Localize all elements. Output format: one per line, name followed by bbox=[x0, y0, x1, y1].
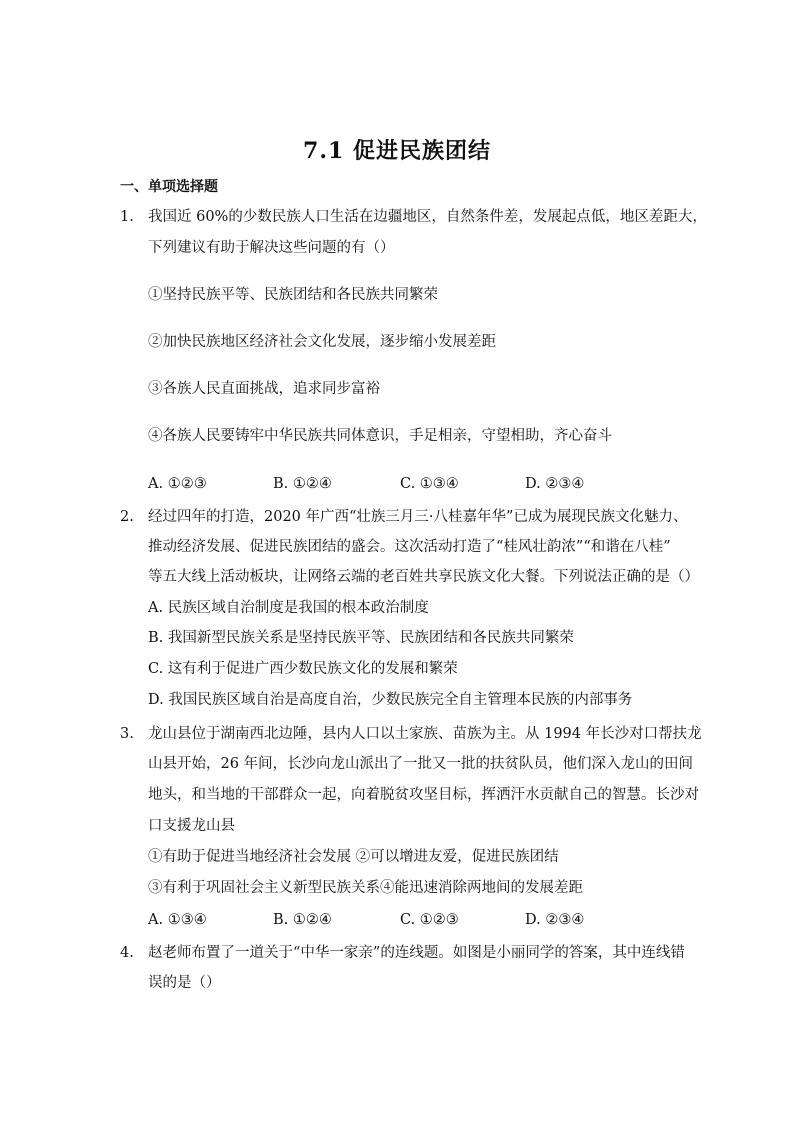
question-1-statement-1: ①坚持民族平等、民族团结和各民族共同繁荣 bbox=[148, 287, 438, 303]
question-2-line-1: 经过四年的打造，2020 年广西“壮族三月三·八桂嘉年华”已成为展现民族文化魅力、 bbox=[148, 509, 688, 525]
question-4-number: 4. bbox=[120, 945, 134, 961]
question-4-line-2: 误的是（） bbox=[148, 975, 221, 991]
question-2-line-2: 推动经济发展、促进民族团结的盛会。这次活动打造了“桂风壮韵浓”“和谐在八桂” bbox=[148, 539, 671, 555]
question-1-statement-2: ②加快民族地区经济社会文化发展，逐步缩小发展差距 bbox=[148, 334, 496, 350]
question-3-option-b[interactable]: B. ①②④ bbox=[273, 912, 332, 928]
question-2-option-d[interactable]: D. 我国民族区域自治是高度自治，少数民族完全自主管理本民族的内部事务 bbox=[148, 692, 633, 708]
question-3-line-1: 龙山县位于湖南西北边陲，县内人口以土家族、苗族为主。从 1994 年长沙对口帮扶龙 bbox=[148, 726, 702, 742]
question-3-number: 3. bbox=[120, 726, 134, 742]
question-1-line-1: 我国近 60%的少数民族人口生活在边疆地区，自然条件差，发展起点低，地区差距大， bbox=[148, 209, 707, 225]
question-1-option-c[interactable]: C. ①③④ bbox=[400, 476, 459, 492]
question-1-number: 1. bbox=[120, 209, 134, 225]
question-2-option-c[interactable]: C. 这有利于促进广西少数民族文化的发展和繁荣 bbox=[148, 661, 458, 677]
section-heading: 一、单项选择题 bbox=[120, 179, 218, 195]
question-2-line-3: 等五大线上活动板块，让网络云端的老百姓共享民族文化大餐。下列说法正确的是（） bbox=[148, 569, 699, 585]
question-1-line-2: 下列建议有助于解决这些问题的有（） bbox=[148, 240, 395, 256]
question-4-line-1: 赵老师布置了一道关于“中华一家亲”的连线题。如图是小丽同学的答案，其中连线错 bbox=[148, 945, 685, 961]
question-1-option-d[interactable]: D. ②③④ bbox=[525, 476, 585, 492]
question-1-option-b[interactable]: B. ①②④ bbox=[273, 476, 332, 492]
question-3-option-c[interactable]: C. ①②③ bbox=[400, 912, 459, 928]
page-title: 7.1 促进民族团结 bbox=[303, 138, 491, 164]
question-3-line-4: 口支援龙山县 bbox=[148, 818, 235, 834]
question-2-option-b[interactable]: B. 我国新型民族关系是坚持民族平等、民族团结和各民族共同繁荣 bbox=[148, 630, 574, 646]
question-3-line-3: 地头，和当地的干部群众一起，向着脱贫攻坚目标，挥洒汗水贡献自己的智慧。长沙对 bbox=[148, 787, 699, 803]
question-3-line-2: 山县开始，26 年间，长沙向龙山派出了一批又一批的扶贫队员，他们深入龙山的田间 bbox=[148, 756, 694, 772]
question-3-statement-2: ③有利于巩固社会主义新型民族关系④能迅速消除两地间的发展差距 bbox=[148, 880, 583, 896]
question-3-statement-1: ①有助于促进当地经济社会发展 ②可以增进友爱，促进民族团结 bbox=[148, 849, 559, 865]
question-2-number: 2. bbox=[120, 509, 134, 525]
question-3-option-a[interactable]: A. ①③④ bbox=[148, 912, 207, 928]
question-3-option-d[interactable]: D. ②③④ bbox=[525, 912, 585, 928]
question-2-option-a[interactable]: A. 民族区域自治制度是我国的根本政治制度 bbox=[148, 600, 429, 616]
question-1-statement-4: ④各族人民要铸牢中华民族共同体意识，手足相亲，守望相助，齐心奋斗 bbox=[148, 428, 612, 444]
question-1-option-a[interactable]: A. ①②③ bbox=[148, 476, 207, 492]
question-1-statement-3: ③各族人民直面挑战，追求同步富裕 bbox=[148, 381, 380, 397]
